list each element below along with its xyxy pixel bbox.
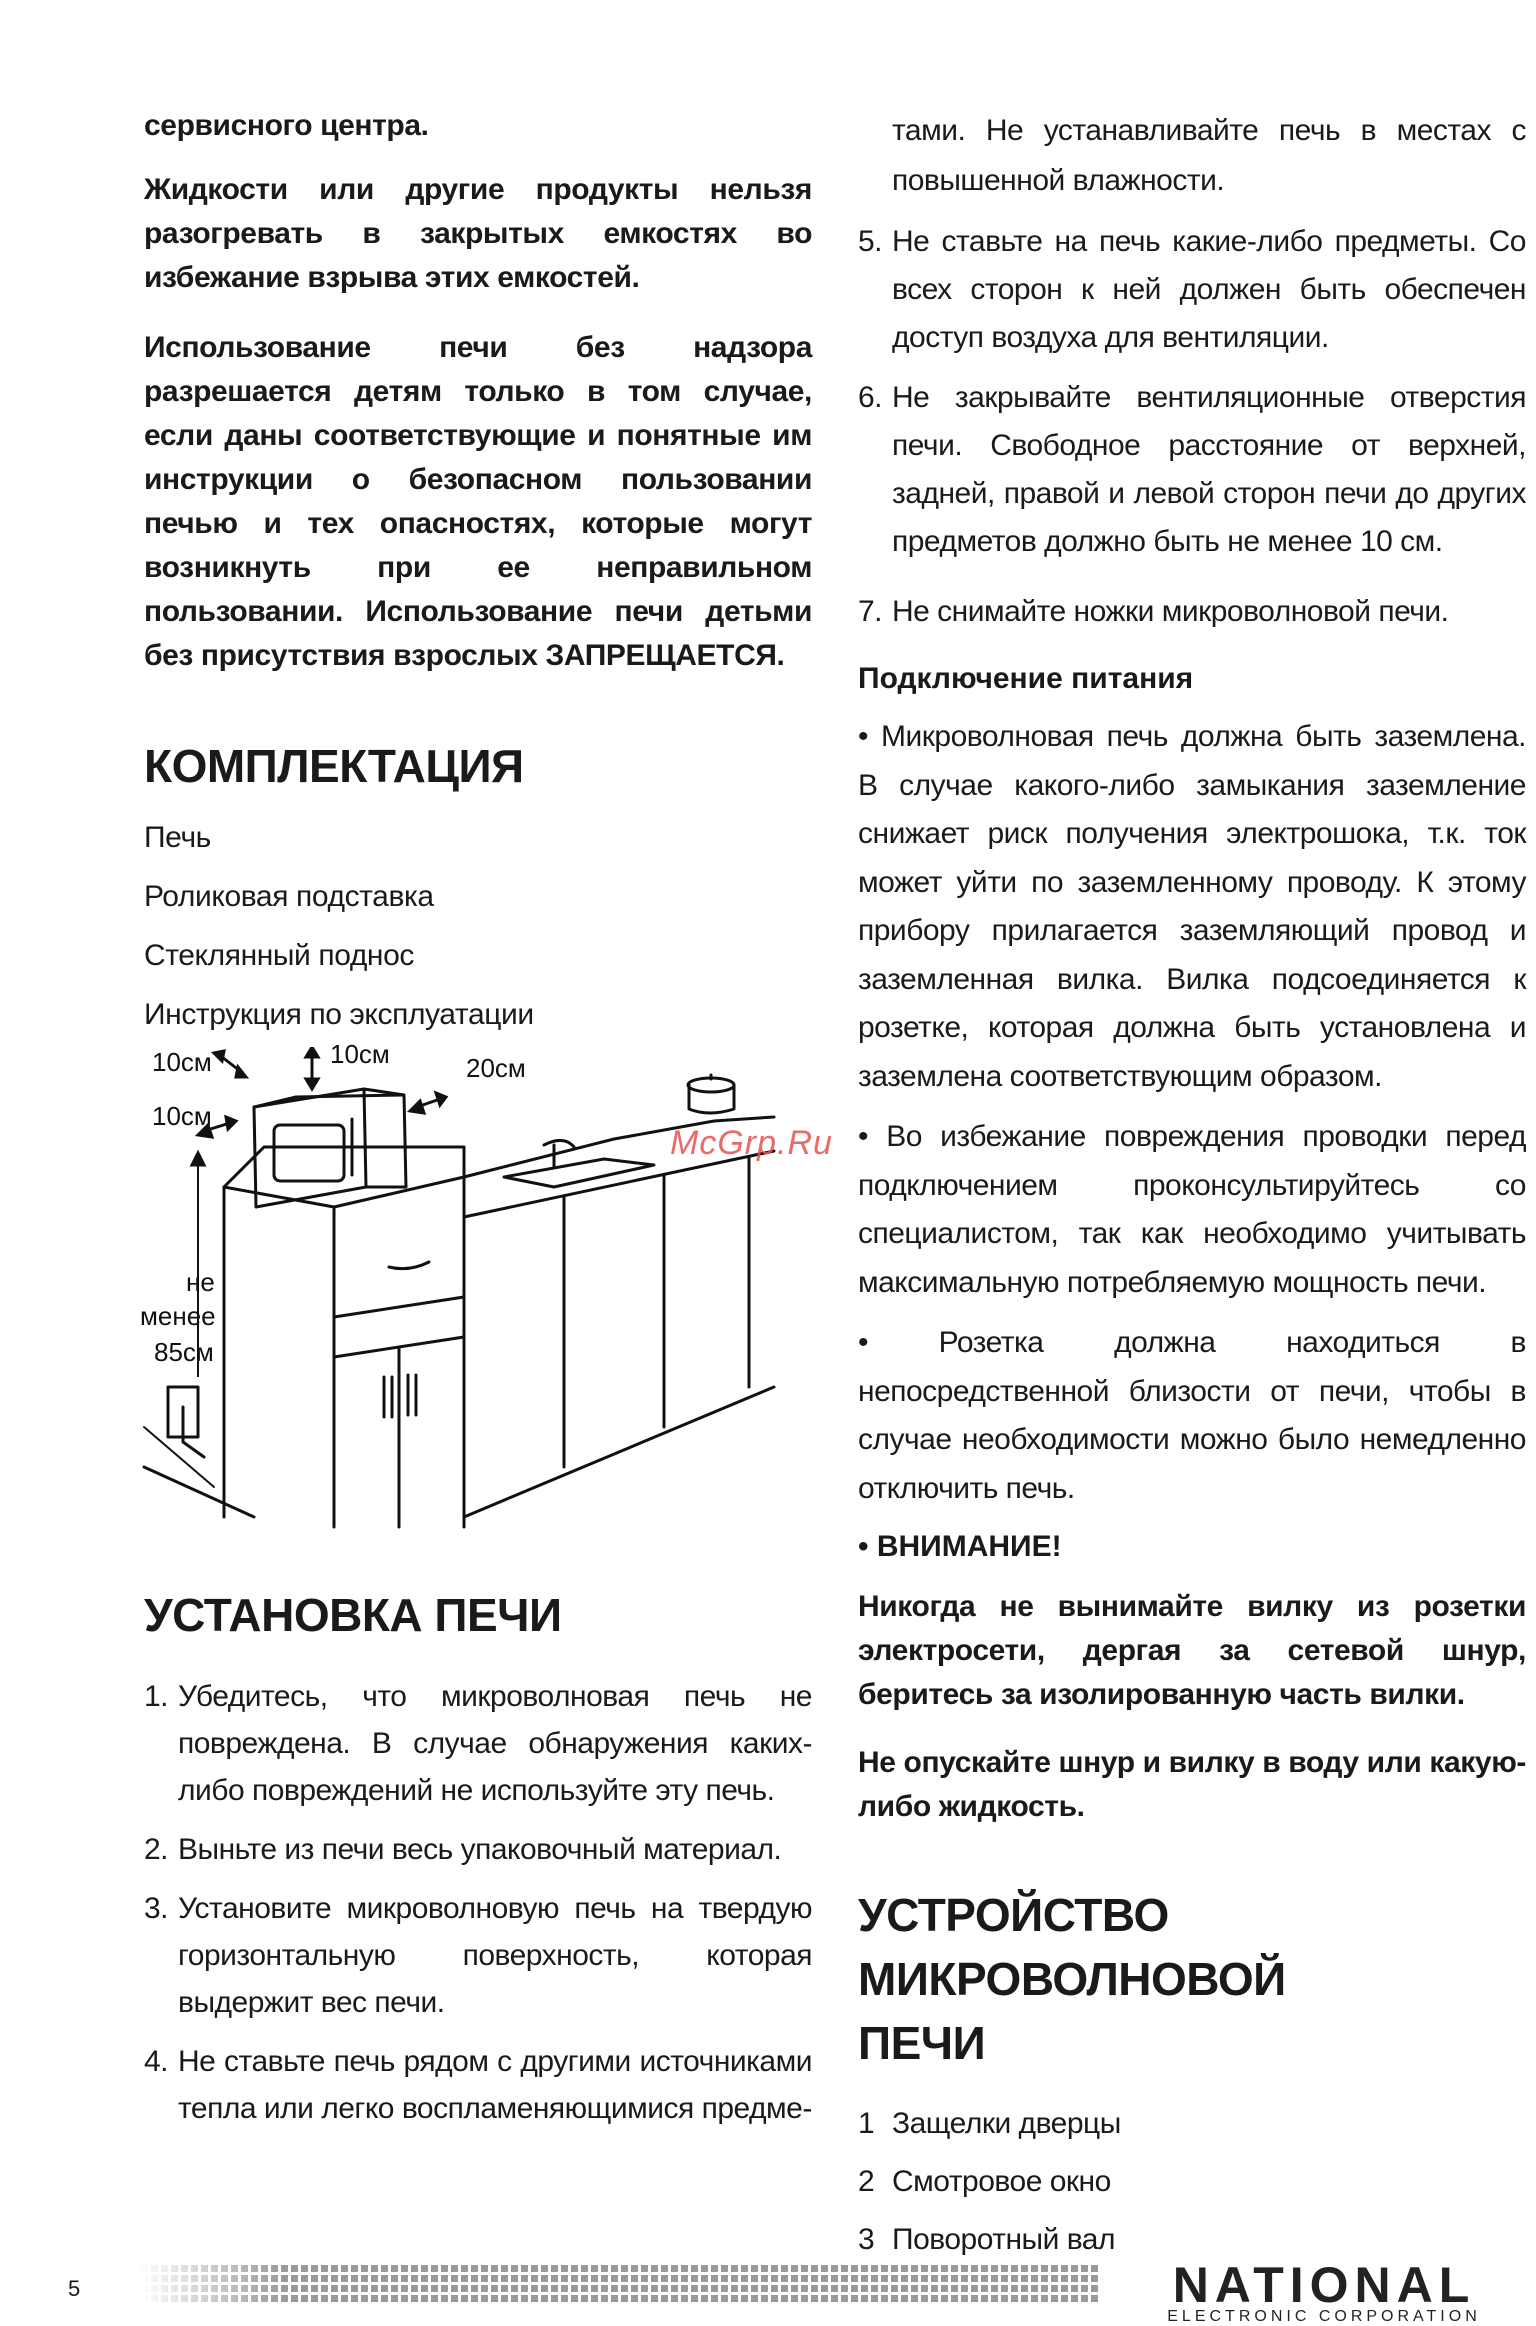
list-number: 2 xyxy=(858,2165,875,2198)
list-number: 4. xyxy=(144,2045,169,2078)
list-item xyxy=(144,1885,812,2026)
paragraph-service-center: сервисного центра. xyxy=(144,109,429,142)
watermark: McGrp.Ru xyxy=(670,1124,833,1162)
brand-name: NATIONAL xyxy=(1172,2257,1476,2313)
list-number: 6. xyxy=(858,381,883,414)
right-column xyxy=(858,106,1526,2263)
list-text: Не ставьте печь рядом с другими источниками тепла или легко воспламеняющимися предме- xyxy=(178,2045,812,2125)
list-item xyxy=(144,1673,812,1814)
kitchen-illustration xyxy=(134,1047,814,1537)
left-column xyxy=(140,104,812,2132)
warning-water: Не опускайте шнур и вилку в воду или какую-либо жидкость. xyxy=(858,1746,1526,1823)
paragraph-liquids-warning: Жидкости или другие продукты нельзя разогревать в закрытых емкостях во избежание взрыва этих емкостей. xyxy=(144,173,812,294)
list-text: Не снимайте ножки микроволновой печи. xyxy=(892,595,1449,628)
list-item xyxy=(858,588,1526,635)
diagram-label-top: 10см xyxy=(330,1039,390,1069)
list-text: Поворотный вал xyxy=(892,2223,1115,2256)
list-text: Смотровое окно xyxy=(892,2165,1111,2198)
paragraph-children-warning: Использование печи без надзора разрешается детям только в том случае, если даны соответствующие и понятные им инструкции о безопасном пользовании печью и тех опасностях, которые могут возникнуть при ее неправильном пользовании. Использование печи детьми без присутствия взрослых ЗАПРЕЩАЕТСЯ. xyxy=(144,331,812,672)
list-text: Защелки дверцы xyxy=(892,2107,1121,2140)
list-text: Убедитесь, что микроволновая печь не повреждена. В случае обнаружения каких-либо повреждений не используйте эту печь. xyxy=(178,1680,812,1807)
heading-device-line2: ПЕЧИ xyxy=(858,2017,986,2069)
list-text: Выньте из печи весь упаковочный материал. xyxy=(178,1833,782,1866)
list-text: Установите микроволновую печь на твердую горизонтальную поверхность, которая выдержит вес печи. xyxy=(178,1892,812,2019)
list-item xyxy=(144,2038,812,2132)
diagram-label-85: 85см xyxy=(154,1337,214,1367)
komplekt-item: Инструкция по эксплуатации xyxy=(144,998,534,1031)
list-text: Не ставьте на печь какие-либо предметы. Со всех сторон к ней должен быть обеспечен доступ воздуха для вентиляции. xyxy=(892,225,1526,354)
list-item xyxy=(858,374,1526,566)
page-number: 5 xyxy=(68,2276,81,2301)
heading-ustanovka: УСТАНОВКА ПЕЧИ xyxy=(144,1589,562,1641)
list-item xyxy=(858,218,1526,362)
komplekt-item: Роликовая подставка xyxy=(144,880,434,913)
komplekt-list xyxy=(144,818,812,1035)
installation-diagram xyxy=(134,1039,814,1537)
device-parts-list xyxy=(858,2101,1526,2263)
list-number: 7. xyxy=(858,595,883,628)
list-number: 3 xyxy=(858,2223,875,2256)
komplekt-item: Стеклянный поднос xyxy=(144,939,414,972)
list-number: 1 xyxy=(858,2107,875,2140)
list-text: Не закрывайте вентиляционные отверстия печи. Свободное расстояние от верхней, задней, правой и левой сторон печи до других предметов должно быть не менее 10 см. xyxy=(892,381,1526,558)
diagram-label-front: 10см xyxy=(152,1101,212,1131)
list-number: 1. xyxy=(144,1680,169,1713)
paragraph-grounding: • Микроволновая печь должна быть заземлена. В случае какого-либо замыкания заземление снижает риск получения электрошока, т.к. ток может уйти по заземленному проводу. К этому прибору прилагается заземляющий провод и заземленная вилка. Вилка подсоединяется к розетке, которая должна быть установлена и заземлена соответствующим образом. xyxy=(858,720,1526,1093)
list-item xyxy=(858,2159,1526,2205)
heading-power-connection: Подключение питания xyxy=(858,662,1194,695)
attention-label: • ВНИМАНИЕ! xyxy=(858,1530,1062,1563)
brand-subtitle: ELECTRONIC CORPORATION xyxy=(1167,2308,1481,2325)
footer-dot-pattern xyxy=(140,2264,1100,2304)
list-item xyxy=(858,2101,1526,2147)
komplekt-item: Печь xyxy=(144,821,211,854)
diagram-label-menee: менее xyxy=(140,1301,216,1331)
list-number: 5. xyxy=(858,225,883,258)
paragraph-wiring: • Во избежание повреждения проводки перед подключением проконсультируйтесь со специалистом, так как необходимо учитывать максимальную потребляемую мощность печи. xyxy=(858,1120,1526,1299)
paragraph-outlet: • Розетка должна находиться в непосредственной близости от печи, чтобы в случае необходимости можно было немедленно отключить печь. xyxy=(858,1326,1526,1505)
heading-komplektaciya: КОМПЛЕКТАЦИЯ xyxy=(144,740,524,792)
diagram-label-left: 10см xyxy=(152,1047,212,1077)
list-number: 3. xyxy=(144,1892,169,1925)
ustanovka-list xyxy=(144,1673,812,2132)
heading-device xyxy=(858,1883,1526,2075)
list-number: 2. xyxy=(144,1833,169,1866)
list-item-continuation xyxy=(858,106,1526,206)
brand-logo xyxy=(1122,2257,1526,2326)
list-text: тами. Не устанавливайте печь в местах с повышенной влажности. xyxy=(892,114,1526,197)
list-item xyxy=(144,1826,812,1873)
warning-plug: Никогда не вынимайте вилку из розетки электросети, дергая за сетевой шнур, беритесь за изолированную часть вилки. xyxy=(858,1590,1526,1711)
diagram-label-right: 20см xyxy=(466,1053,526,1083)
heading-device-line1: УСТРОЙСТВО МИКРОВОЛНОВОЙ xyxy=(858,1889,1286,2005)
diagram-label-ne: не xyxy=(186,1267,215,1297)
